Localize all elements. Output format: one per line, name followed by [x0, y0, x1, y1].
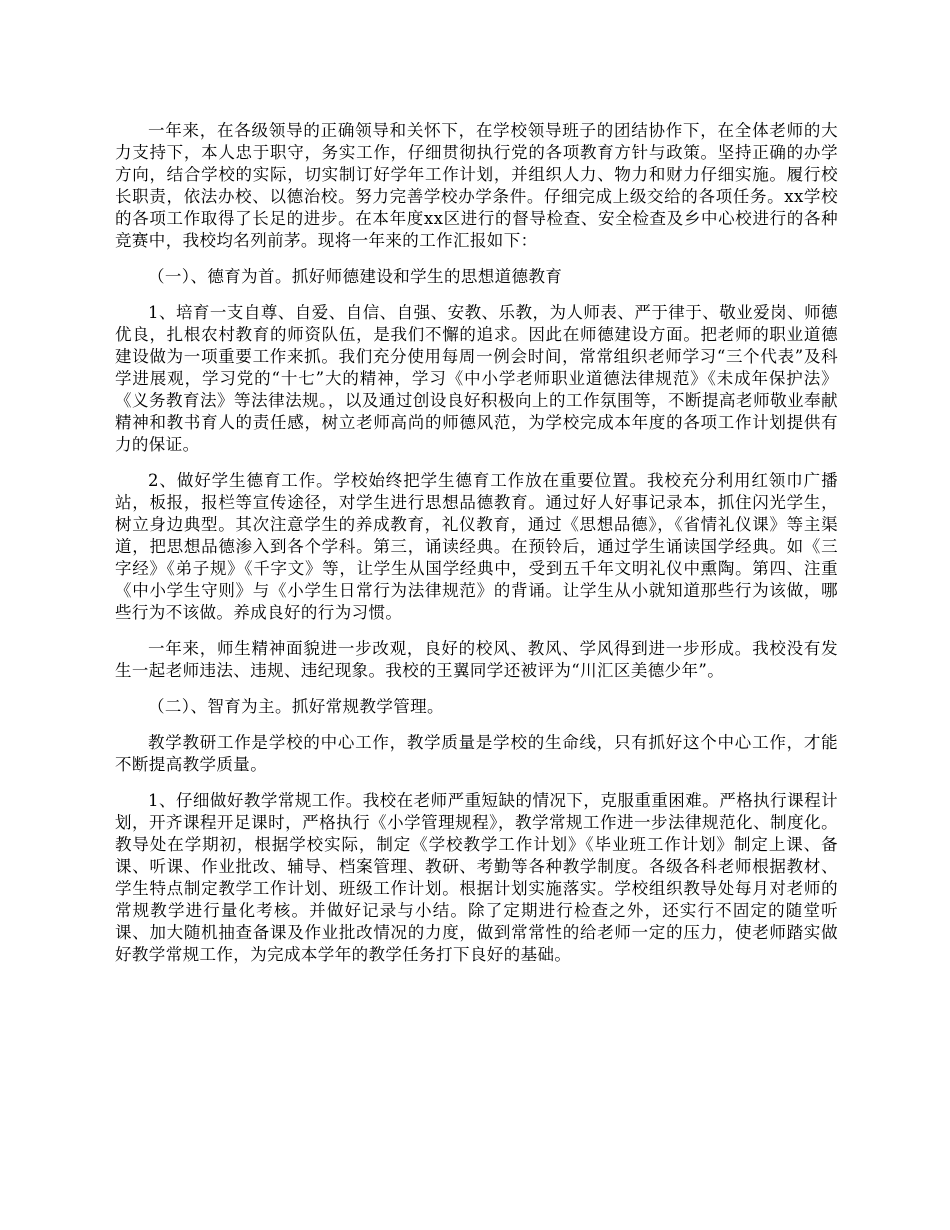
paragraph-teacher-ethics: 1、培育一支自尊、自爱、自信、自强、安教、乐教，为人师表、严于律于、敬业爱岗、师德优良，扎根农村教育的师资队伍，是我们不懈的追求。因此在师德建设方面。把老师的职业道德建设做为一项重要工作来抓。我们充分使用每周一例会时间，常常组织老师学习“三个代表”及科学进展观，学习党的“十七”大的精神，学习《中小学老师职业道德法律规范》《未成年保护法》《义务教育法》等法律法规。，以及通过创设良好积极向上的工作氛围等，不断提高老师敬业奉献精神和教书育人的责任感，树立老师高尚的师德风范，为学校完成本年度的各项工作计划提供有力的保证。: [115, 303, 838, 454]
section-heading-intellectual-education: （二）、智育为主。抓好常规教学管理。: [148, 697, 444, 716]
section-heading-moral-education: （一）、德育为首。抓好师德建设和学生的思想道德教育: [148, 267, 563, 286]
paragraph-teaching-center: 教学教研工作是学校的中心工作，教学质量是学校的生命线，只有抓好这个中心工作，才能不断提高教学质量。: [115, 733, 838, 774]
paragraph-student-moral-education: 2、做好学生德育工作。学校始终把学生德育工作放在重要位置。我校充分利用红领巾广播站，板报，报栏等宣传途径，对学生进行思想品德教育。通过好人好事记录本，抓住闪光学生，树立身边典型。其次注意学生的养成教育，礼仪教育，通过《思想品德》，《省情礼仪课》等主渠道，把思想品德渗入到各个学科。第三，诵读经典。在预铃后，通过学生诵读国学经典。如《三字经》《弟子规》《千字文》等，让学生从国学经典中，受到五千年文明礼仪中熏陶。第四、注重《中小学生守则》与《小学生日常行为法律规范》的背诵。让学生从小就知道那些行为该做，哪些行为不该做。养成良好的行为习惯。: [115, 471, 838, 622]
paragraph-teaching-routine: 1、仔细做好教学常规工作。我校在老师严重短缺的情况下，克服重重困难。严格执行课程计划，开齐课程开足课时，严格执行《小学管理规程》，教学常规工作进一步法律规范化、制度化。教导处在学期初，根据学校实际，制定《学校教学工作计划》《毕业班工作计划》制定上课、备课、听课、作业批改、辅导、档案管理、教研、考勤等各种教学制度。各级各科老师根据教材、学生特点制定教学工作计划、班级工作计划。根据计划实施落实。学校组织教导处每月对老师的常规教学进行量化考核。并做好记录与小结。除了定期进行检查之外，还实行不固定的随堂听课、加大随机抽查备课及作业批改情况的力度，做到常常性的给老师一定的压力，使老师踏实做好教学常规工作，为完成本学年的教学任务打下良好的基础。: [115, 791, 838, 964]
paragraph-moral-results: 一年来，师生精神面貌进一步改观，良好的校风、教风、学风得到进一步形成。我校没有发生一起老师违法、违规、违纪现象。我校的王翼同学还被评为“川汇区美德少年”。: [115, 639, 838, 680]
document-body: [115, 120, 838, 980]
intro-paragraph: 一年来，在各级领导的正确领导和关怀下，在学校领导班子的团结协作下，在全体老师的大力支持下，本人忠于职守，务实工作，仔细贯彻执行党的各项教育方针与政策。坚持正确的办学方向，结合学校的实际，切实制订好学年工作计划，并组织人力、物力和财力仔细实施。履行校长职责，依法办校、以德治校。努力完善学校办学条件。仔细完成上级交给的各项任务。xx学校的各项工作取得了长足的进步。在本年度xx区进行的督导检查、安全检查及乡中心校进行的各种竞赛中，我校均名列前茅。现将一年来的工作汇报如下：: [115, 121, 838, 250]
